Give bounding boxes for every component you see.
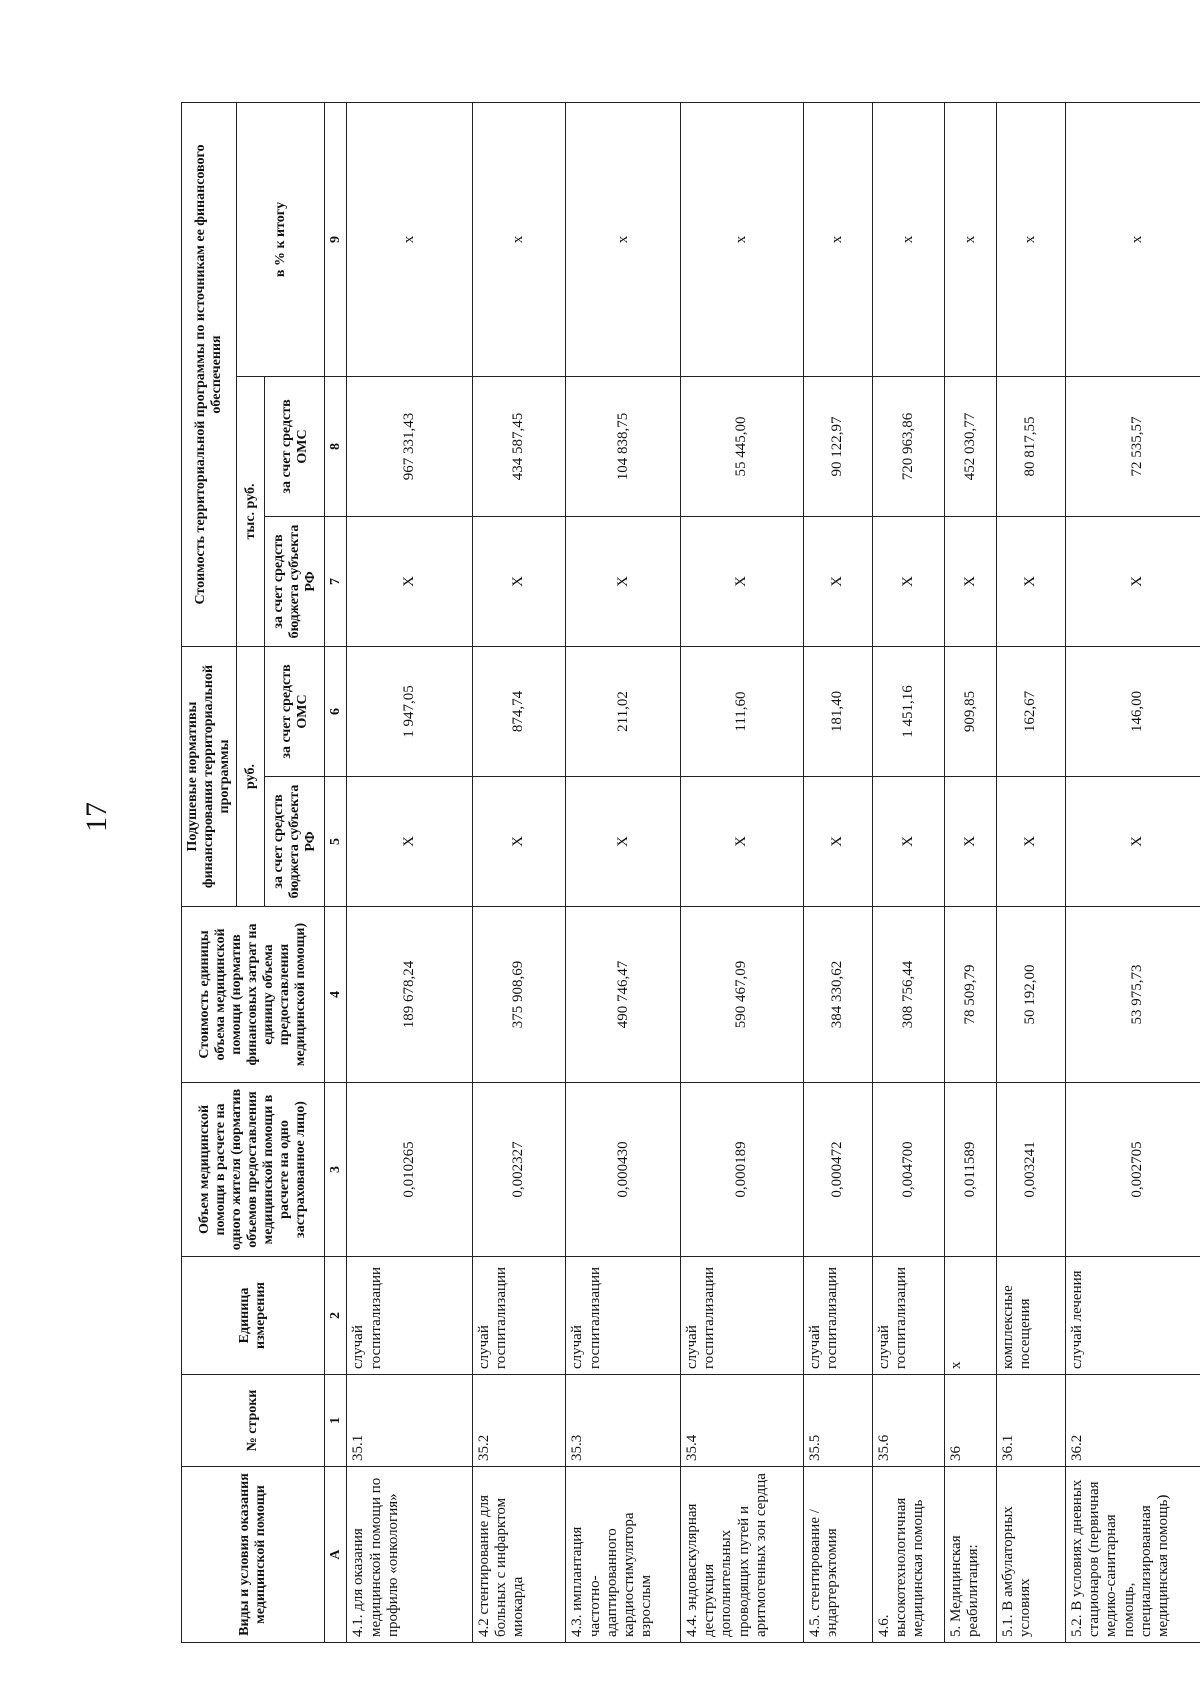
- header-col-3: Объем медицинской помощи в расчете на одного жителя (норматив объемов предоставления медицинской помощи в расчете на одно застрахованное лицо): [182, 1083, 325, 1257]
- header-col-a: Виды и условия оказания медицинской помощи: [182, 1467, 325, 1643]
- index-cell: 3: [325, 1083, 347, 1257]
- table-row: [566, 102, 681, 1642]
- row-col5-cell: Х: [996, 777, 1065, 907]
- index-cell: 1: [325, 1375, 347, 1467]
- row-col6-cell: 111,60: [680, 647, 803, 777]
- index-cell: 6: [325, 647, 347, 777]
- header-col-9: в % к итогу: [237, 102, 325, 376]
- row-unit-cost-cell: 53 975,73: [1065, 907, 1200, 1083]
- table-row: [1065, 102, 1200, 1642]
- row-col6-cell: 1 451,16: [872, 647, 944, 777]
- row-unit-cost-cell: 384 330,62: [804, 907, 873, 1083]
- row-line-cell: 36: [945, 1375, 997, 1467]
- row-line-cell: 36.2: [1065, 1375, 1200, 1467]
- row-volume-cell: 0,002327: [472, 1083, 566, 1257]
- row-unit-cell: случай лечения: [1065, 1257, 1200, 1375]
- row-unit-cell: х: [945, 1257, 997, 1375]
- header-unit-rub: руб.: [237, 647, 265, 907]
- row-line-cell: 36.1: [996, 1375, 1065, 1467]
- table-row: [472, 102, 566, 1642]
- row-col9-cell: х: [996, 102, 1065, 376]
- header-col-8: за счет средств ОМС: [265, 377, 325, 517]
- row-col7-cell: Х: [566, 517, 681, 647]
- rotated-table-container: [181, 103, 1200, 1643]
- row-name-cell: 4.2 стентирование для больных с инфарктом миокарда: [472, 1467, 566, 1643]
- row-volume-cell: 0,004700: [872, 1083, 944, 1257]
- row-col5-cell: Х: [566, 777, 681, 907]
- row-col8-cell: 720 963,86: [872, 377, 944, 517]
- row-name-cell: 5.2. В условиях дневных стационаров (первичная медико-санитарная помощь, специализированная медицинская помощь): [1065, 1467, 1200, 1643]
- row-col9-cell: х: [680, 102, 803, 376]
- row-unit-cell: случай госпитализации: [472, 1257, 566, 1375]
- row-col7-cell: Х: [804, 517, 873, 647]
- row-unit-cost-cell: 189 678,24: [347, 907, 472, 1083]
- row-col7-cell: Х: [872, 517, 944, 647]
- row-col6-cell: 1 947,05: [347, 647, 472, 777]
- row-col6-cell: 211,02: [566, 647, 681, 777]
- index-cell: 5: [325, 777, 347, 907]
- row-name-cell: 4.6. высокотехнологичная медицинская помощь: [872, 1467, 944, 1643]
- row-col9-cell: х: [945, 102, 997, 376]
- row-col9-cell: х: [347, 102, 472, 376]
- row-col6-cell: 146,00: [1065, 647, 1200, 777]
- row-line-cell: 35.5: [804, 1375, 873, 1467]
- row-volume-cell: 0,002705: [1065, 1083, 1200, 1257]
- row-volume-cell: 0,010265: [347, 1083, 472, 1257]
- row-col8-cell: 967 331,43: [347, 377, 472, 517]
- row-volume-cell: 0,000472: [804, 1083, 873, 1257]
- row-col8-cell: 434 587,45: [472, 377, 566, 517]
- row-name-cell: 4.1. для оказания медицинской помощи по профилю «онкология»: [347, 1467, 472, 1643]
- row-col5-cell: Х: [872, 777, 944, 907]
- row-volume-cell: 0,000430: [566, 1083, 681, 1257]
- row-unit-cost-cell: 375 908,69: [472, 907, 566, 1083]
- row-col8-cell: 90 122,97: [804, 377, 873, 517]
- row-col7-cell: Х: [680, 517, 803, 647]
- row-name-cell: 4.5. стентирование / эндартерэктомия: [804, 1467, 873, 1643]
- row-line-cell: 35.2: [472, 1375, 566, 1467]
- row-name-cell: 4.4. эндоваскулярная деструкция дополнительных проводящих путей и аритмогенных зон сердца: [680, 1467, 803, 1643]
- page-number: 17: [80, 802, 113, 832]
- row-col5-cell: Х: [945, 777, 997, 907]
- header-group-cost: Стоимость территориальной программы по источникам ее финансового обеспечения: [182, 102, 237, 646]
- row-volume-cell: 0,011589: [945, 1083, 997, 1257]
- row-col5-cell: Х: [680, 777, 803, 907]
- row-col5-cell: Х: [1065, 777, 1200, 907]
- financing-table: [181, 102, 1200, 1643]
- row-unit-cell: случай госпитализации: [872, 1257, 944, 1375]
- index-cell: 9: [325, 102, 347, 376]
- index-cell: 2: [325, 1257, 347, 1375]
- table-row: [680, 102, 803, 1642]
- table-row: [347, 102, 472, 1642]
- row-unit-cost-cell: 590 467,09: [680, 907, 803, 1083]
- header-group-per-capita: Подушевые нормативы финансирования территориальной программы: [182, 647, 237, 907]
- row-unit-cell: случай госпитализации: [804, 1257, 873, 1375]
- row-unit-cell: случай госпитализации: [566, 1257, 681, 1375]
- table-body: [347, 102, 1200, 1642]
- row-line-cell: 35.3: [566, 1375, 681, 1467]
- row-name-cell: 5. Медицинская реабилитация:: [945, 1467, 997, 1643]
- row-col9-cell: х: [872, 102, 944, 376]
- row-col6-cell: 874,74: [472, 647, 566, 777]
- row-col7-cell: Х: [472, 517, 566, 647]
- table-row: [945, 102, 997, 1642]
- table-row: [804, 102, 873, 1642]
- header-col-4: Стоимость единицы объема медицинской помощи (норматив финансовых затрат на единицу объема предоставления медицинской помощи): [182, 907, 325, 1083]
- row-name-cell: 4.3. имплантация частотно-адаптированного кардиостимулятора взрослым: [566, 1467, 681, 1643]
- row-col5-cell: Х: [804, 777, 873, 907]
- row-line-cell: 35.1: [347, 1375, 472, 1467]
- row-unit-cost-cell: 308 756,44: [872, 907, 944, 1083]
- row-col8-cell: 104 838,75: [566, 377, 681, 517]
- row-unit-cost-cell: 50 192,00: [996, 907, 1065, 1083]
- index-cell: 8: [325, 377, 347, 517]
- row-col7-cell: Х: [996, 517, 1065, 647]
- row-unit-cell: комплексные посещения: [996, 1257, 1065, 1375]
- row-volume-cell: 0,000189: [680, 1083, 803, 1257]
- row-col8-cell: 80 817,55: [996, 377, 1065, 517]
- index-cell: 4: [325, 907, 347, 1083]
- row-col7-cell: Х: [347, 517, 472, 647]
- row-line-cell: 35.6: [872, 1375, 944, 1467]
- row-col7-cell: Х: [1065, 517, 1200, 647]
- row-col9-cell: х: [566, 102, 681, 376]
- row-volume-cell: 0,003241: [996, 1083, 1065, 1257]
- header-col-2: Единица измерения: [182, 1257, 325, 1375]
- row-col8-cell: 72 535,57: [1065, 377, 1200, 517]
- row-name-cell: 5.1. В амбулаторных условиях: [996, 1467, 1065, 1643]
- row-col6-cell: 909,85: [945, 647, 997, 777]
- row-col9-cell: х: [804, 102, 873, 376]
- row-unit-cell: случай госпитализации: [680, 1257, 803, 1375]
- table-row: [996, 102, 1065, 1642]
- row-unit-cell: случай госпитализации: [347, 1257, 472, 1375]
- table-row: [872, 102, 944, 1642]
- index-cell: А: [325, 1467, 347, 1643]
- row-col6-cell: 181,40: [804, 647, 873, 777]
- header-unit-thousand-rub: тыс. руб.: [237, 377, 265, 647]
- header-col-7: за счет средств бюджета субъекта РФ: [265, 517, 325, 647]
- header-col-5: за счет средств бюджета субъекта РФ: [265, 777, 325, 907]
- index-cell: 7: [325, 517, 347, 647]
- header-col-1: № строки: [182, 1375, 325, 1467]
- row-col9-cell: х: [1065, 102, 1200, 376]
- row-col7-cell: Х: [945, 517, 997, 647]
- row-col5-cell: Х: [347, 777, 472, 907]
- row-unit-cost-cell: 490 746,47: [566, 907, 681, 1083]
- row-col8-cell: 452 030,77: [945, 377, 997, 517]
- row-unit-cost-cell: 78 509,79: [945, 907, 997, 1083]
- row-col6-cell: 162,67: [996, 647, 1065, 777]
- header-col-6: за счет средств ОМС: [265, 647, 325, 777]
- row-line-cell: 35.4: [680, 1375, 803, 1467]
- row-col8-cell: 55 445,00: [680, 377, 803, 517]
- row-col5-cell: Х: [472, 777, 566, 907]
- row-col9-cell: х: [472, 102, 566, 376]
